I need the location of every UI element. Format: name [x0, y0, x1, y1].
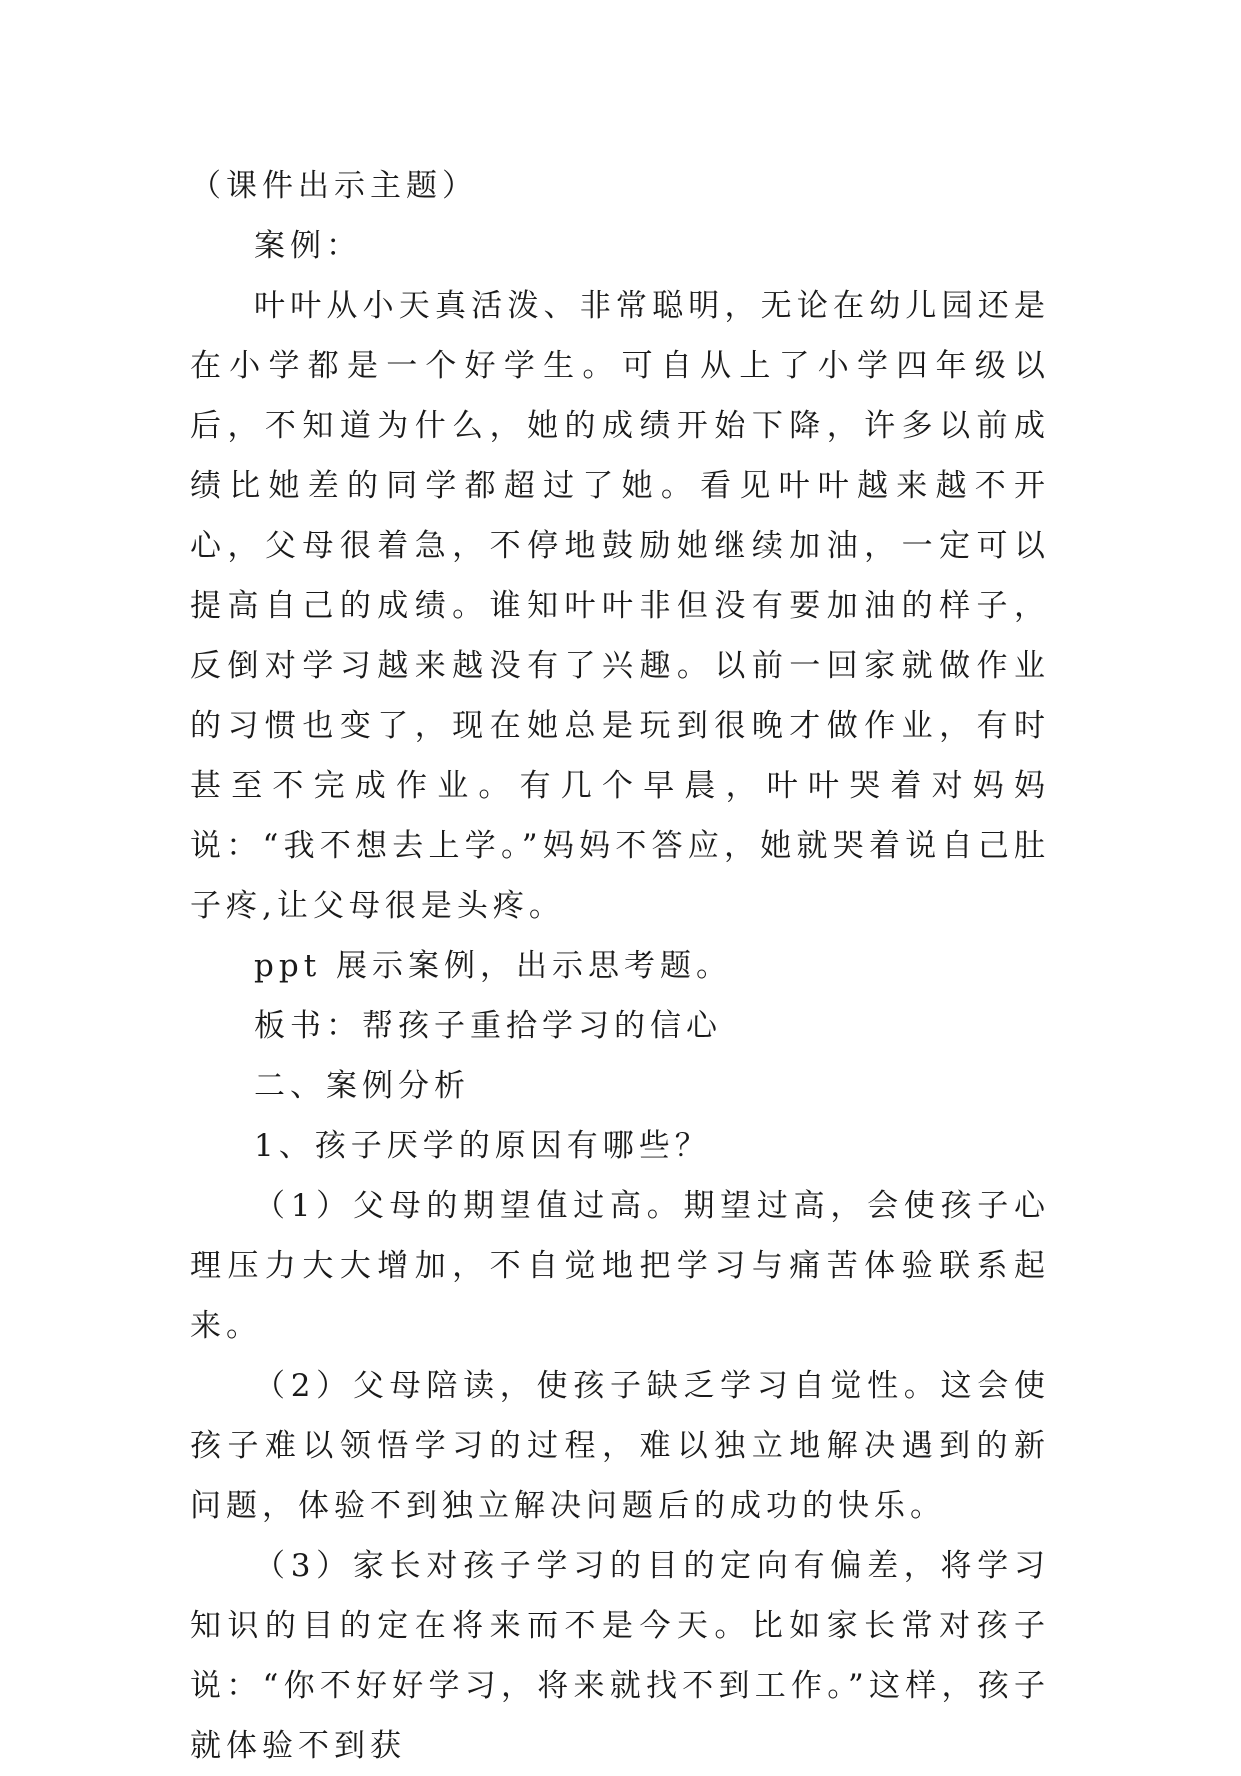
section-heading-case-analysis: 二、案例分析	[254, 1068, 470, 1104]
board-note-line: 板书：帮孩子重拾学习的信心	[254, 1008, 722, 1044]
ppt-note-line: ppt 展示案例，出示思考题。	[254, 948, 732, 984]
document-body	[190, 156, 1050, 1776]
case-heading: 案例：	[254, 228, 362, 264]
reason-paragraph-2: （2）父母陪读，使孩子缺乏学习自觉性。这会使孩子难以领悟学习的过程，难以独立地解决遇到的新问题，体验不到独立解决问题后的成功的快乐。	[190, 1368, 1050, 1524]
reason-paragraph-3: （3）家长对孩子学习的目的定向有偏差，将学习知识的目的定在将来而不是今天。比如家长常对孩子说：“你不好好学习，将来就找不到工作。”这样，孩子就体验不到获	[190, 1548, 1050, 1764]
question-heading: 1、孩子厌学的原因有哪些？	[254, 1128, 711, 1164]
case-body-paragraph: 叶叶从小天真活泼、非常聪明，无论在幼儿园还是在小学都是一个好学生。可自从上了小学四年级以后，不知道为什么，她的成绩开始下降，许多以前成绩比她差的同学都超过了她。看见叶叶越来越不开心，父母很着急，不停地鼓励她继续加油，一定可以提高自己的成绩。谁知叶叶非但没有要加油的样子，反倒对学习越来越没有了兴趣。以前一回家就做作业的习惯也变了，现在她总是玩到很晚才做作业，有时甚至不完成作业。有几个早晨，叶叶哭着对妈妈说：“我不想去上学。”妈妈不答应，她就哭着说自己肚子疼,让父母很是头疼。	[190, 288, 1050, 924]
reason-paragraph-1: （1）父母的期望值过高。期望过高，会使孩子心理压力大大增加，不自觉地把学习与痛苦体验联系起来。	[190, 1188, 1050, 1344]
topic-line: （课件出示主题）	[190, 168, 478, 204]
